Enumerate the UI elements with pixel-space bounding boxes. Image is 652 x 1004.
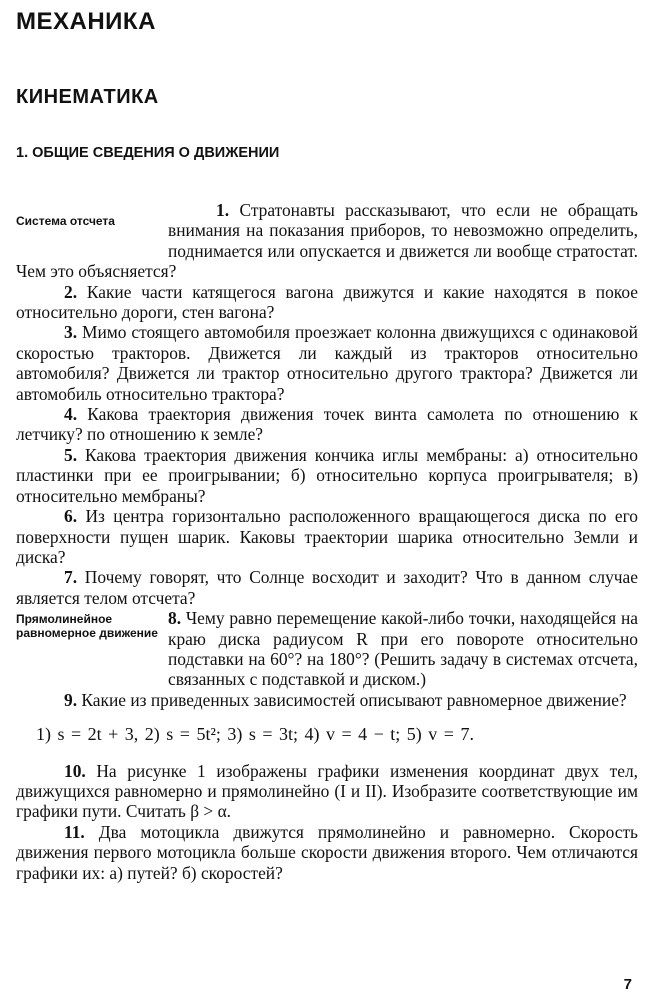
- problem-number: 4.: [64, 404, 78, 425]
- page-number: 7: [623, 976, 632, 993]
- problem-2: [16, 282, 638, 323]
- problem-number: 10.: [64, 760, 86, 781]
- problems-text: [16, 200, 638, 883]
- problem-6: [16, 506, 638, 567]
- problem-text: Почему говорят, что Солнце восходит и заходит? Что в данном случае является телом отсчета?: [16, 567, 638, 608]
- problem-number: 3.: [64, 322, 78, 343]
- margin-note-uniform: Прямолинейное равномерное движение: [16, 612, 158, 641]
- problem-text: Какие части катящегося вагона движутся и какие находятся в покое относительно дороги, стен вагона?: [16, 281, 638, 323]
- problem-number: 9.: [64, 689, 78, 710]
- problem-number: 6.: [64, 506, 78, 527]
- problem-5: [16, 445, 638, 506]
- problem-text: Чему равно перемещение какой-либо точки, находящейся на краю диска радиусом R при его повороте относительно подставки на 60°? на 180°? (Решить задачу в системах отсчета, связанных с подставкой и диском.): [168, 608, 638, 690]
- problem-text: Два мотоцикла движутся прямолинейно и равномерно. Скорость движения первого мотоцикла больше скорости движения второго. Чем отличаются графики их: а) путей? б) скоростей?: [16, 821, 638, 883]
- problem-9: [16, 690, 638, 710]
- problem-number: 11.: [64, 821, 85, 842]
- problem-text: Из центра горизонтально расположенного вращающегося диска по его поверхности пущен шарик. Каковы траектории шарика относительно Земли и диска?: [16, 506, 638, 567]
- problem-number: 5.: [64, 444, 78, 465]
- problem-10: [16, 761, 638, 822]
- margin-note-system: Система отсчета: [16, 214, 115, 228]
- subsection-title: 1. ОБЩИЕ СВЕДЕНИЯ О ДВИЖЕНИИ: [16, 145, 280, 161]
- chapter-title: МЕХАНИКА: [16, 8, 156, 35]
- problem-11: [16, 822, 638, 883]
- problem-text: На рисунке 1 изображены графики изменения координат двух тел, движущихся равномерно и прямолинейно (I и II). Изобразите соответствующие им графики пути. Считать β > α.: [16, 760, 638, 822]
- problem-3: [16, 322, 638, 404]
- section-title: КИНЕМАТИКА: [16, 86, 159, 108]
- problem-4: [16, 404, 638, 445]
- problem-text: Какова траектория движения кончика иглы мембраны: а) относительно пластинки при ее проигрывании; б) относительно корпуса проигрывателя; в) относительно мембраны?: [16, 444, 638, 506]
- problem-text: Какие из приведенных зависимостей описывают равномерное движение?: [81, 689, 627, 710]
- problem-number: 2.: [64, 281, 78, 302]
- problem-text: Мимо стоящего автомобиля проезжает колонна движущихся с одинаковой скоростью тракторов. Движется ли каждый из тракторов относительно автомобиля? Движется ли трактор относительно другого трактора? Движется ли автомобиль относительно трактора?: [16, 322, 638, 404]
- problem-text: Какова траектория движения точек винта самолета по отношению к летчику? по отношению к земле?: [16, 404, 638, 445]
- problem-number: 1.: [216, 200, 230, 220]
- problem-7: [16, 567, 638, 608]
- problem-text: Стратонавты рассказывают, что если не обращать внимания на показания приборов, то невозможно определить, поднимается или опускается и движется ли вообще стратостат. Чем это объясняется?: [16, 200, 638, 282]
- problem-number: 7.: [64, 567, 78, 588]
- formula-line: 1) s = 2t + 3, 2) s = 5t²; 3) s = 3t; 4) v = 4 − t; 5) v = 7.: [36, 724, 474, 745]
- problem-number: 8.: [168, 608, 182, 629]
